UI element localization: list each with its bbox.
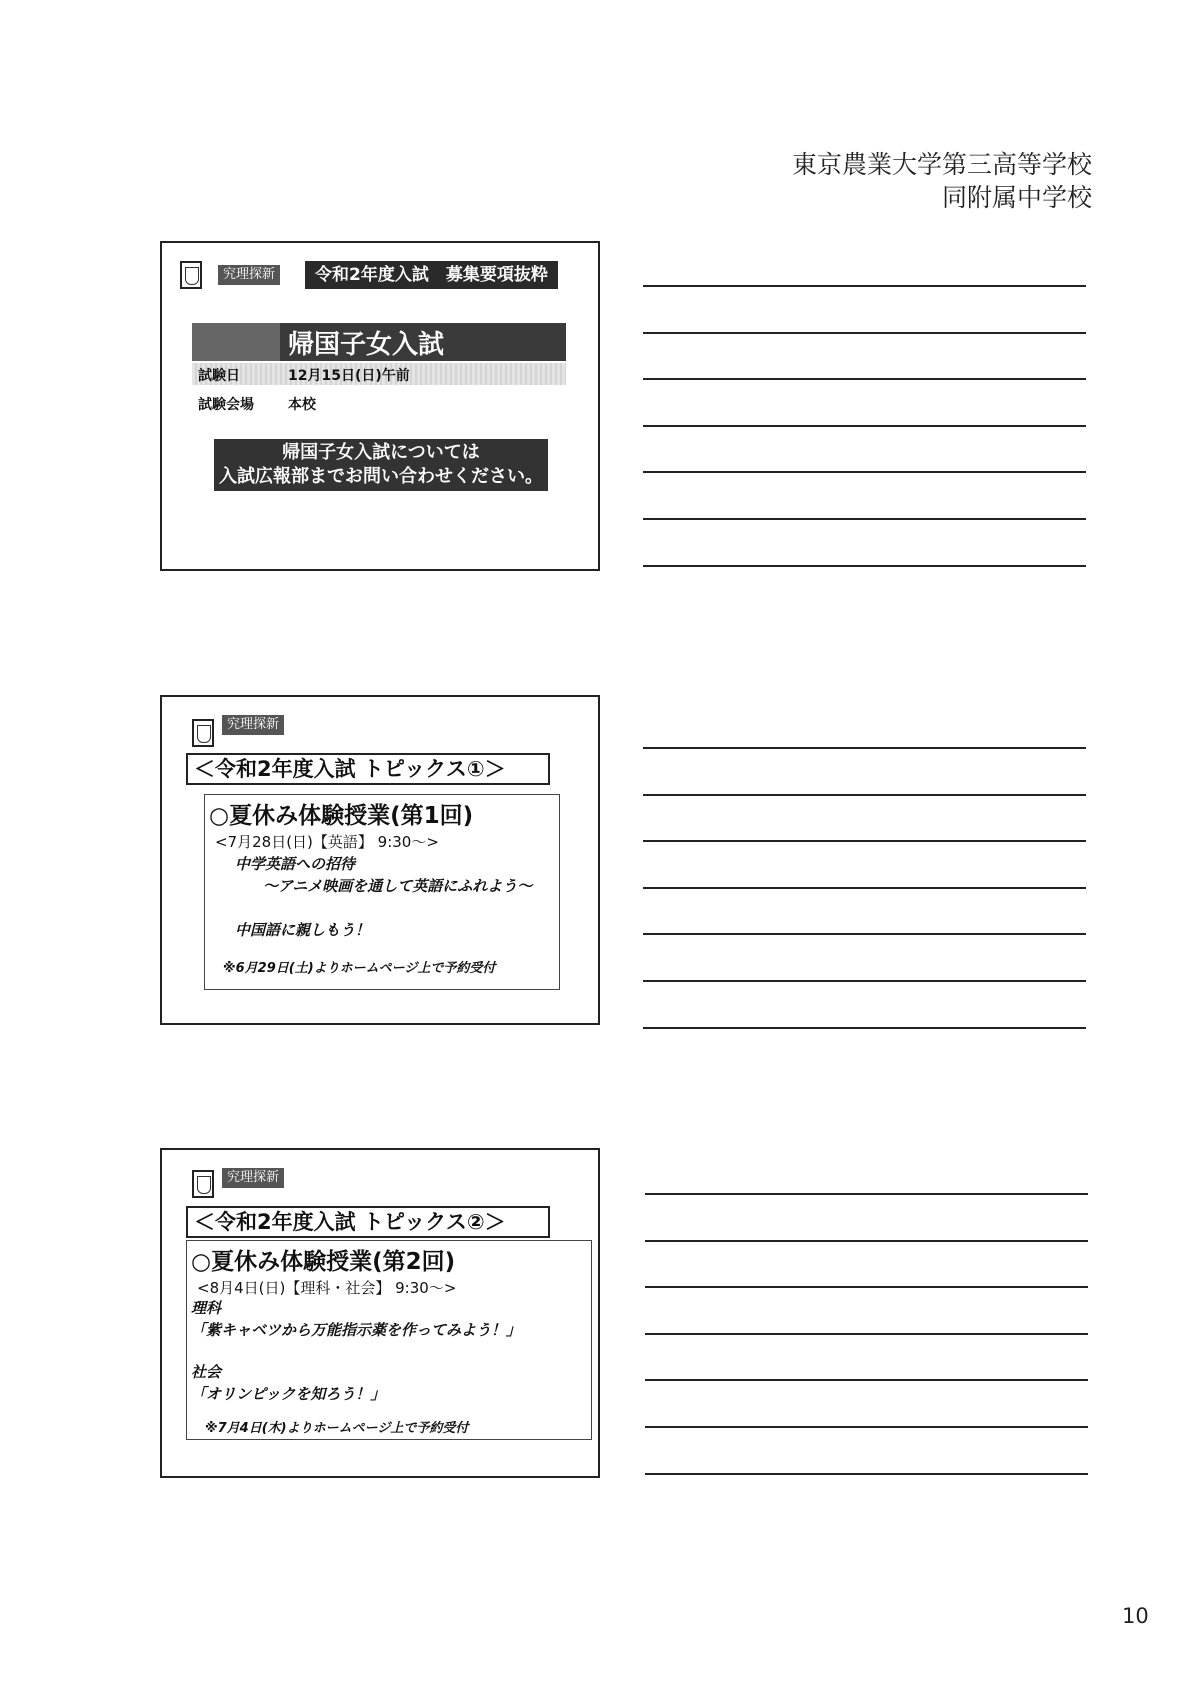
note-line <box>643 747 1086 749</box>
note-line <box>643 285 1086 287</box>
exam-venue-label: 試験会場 <box>198 397 254 413</box>
contact-notice-line2: 入試広報部までお問い合わせください。 <box>219 466 543 487</box>
note-line <box>645 1193 1088 1195</box>
motto-label: 究理探新 <box>222 715 284 735</box>
note-line <box>643 332 1086 334</box>
motto-label: 究理探新 <box>222 1168 284 1188</box>
page-number: 10 <box>1122 1604 1149 1628</box>
sub-school-name: 同附属中学校 <box>941 183 1092 212</box>
slide-1 <box>160 241 600 571</box>
note-line <box>643 980 1086 982</box>
school-crest-icon <box>180 261 202 289</box>
contact-notice <box>214 439 548 491</box>
exam-name-cell <box>192 323 280 361</box>
event-heading: ○夏休み体験授業(第2回) <box>191 1249 456 1275</box>
exam-date-label: 試験日 <box>198 368 240 384</box>
slide-3 <box>160 1148 600 1478</box>
chinese-class-title: 中国語に親しもう！ <box>235 921 371 939</box>
school-crest-icon <box>192 719 214 747</box>
exam-venue-value: 本校 <box>288 397 316 413</box>
science-class-title: 「紫キャベツから万能指示薬を作ってみよう！」 <box>191 1321 522 1339</box>
topic-title: ＜令和2年度入試 トピックス①＞ <box>186 753 550 785</box>
school-crest-icon <box>192 1170 214 1198</box>
exam-date-row <box>198 365 410 385</box>
note-line <box>643 565 1086 567</box>
slide-2 <box>160 695 600 1025</box>
science-label: 理科 <box>191 1299 222 1317</box>
note-line <box>645 1333 1088 1335</box>
school-header <box>792 148 1092 214</box>
social-label: 社会 <box>191 1363 222 1381</box>
event-date: <7月28日(日)【英語】 9:30～> <box>215 833 439 851</box>
note-line <box>643 518 1086 520</box>
event-heading: ○夏休み体験授業(第1回) <box>209 803 474 829</box>
exam-date-value: 12月15日(日)午前 <box>288 368 410 384</box>
motto-label: 究理探新 <box>218 265 280 285</box>
note-line <box>643 794 1086 796</box>
slide-title: 令和2年度入試 募集要項抜粋 <box>305 261 558 289</box>
english-class-subtitle: ～アニメ映画を通して英語にふれよう～ <box>263 877 533 895</box>
note-line <box>643 378 1086 380</box>
english-class-title: 中学英語への招待 <box>235 855 356 873</box>
exam-name-bar <box>192 323 566 361</box>
event-date: <8月4日(日)【理科・社会】 9:30～> <box>197 1279 457 1297</box>
contact-notice-line1: 帰国子女入試については <box>282 442 480 463</box>
topic-body <box>204 794 560 990</box>
note-line <box>645 1473 1088 1475</box>
note-line <box>645 1426 1088 1428</box>
note-line <box>643 840 1086 842</box>
note-line <box>643 933 1086 935</box>
topic-title: ＜令和2年度入試 トピックス②＞ <box>186 1206 550 1238</box>
note-line <box>643 471 1086 473</box>
social-class-title: 「オリンピックを知ろう！」 <box>191 1385 386 1403</box>
note-line <box>643 1027 1086 1029</box>
note-line <box>643 425 1086 427</box>
reservation-note: ※6月29日(土)よりホームページ上で予約受付 <box>223 961 496 976</box>
school-name: 東京農業大学第三高等学校 <box>791 150 1092 179</box>
note-line <box>643 887 1086 889</box>
exam-name: 帰国子女入試 <box>288 330 445 360</box>
reservation-note: ※7月4日(木)よりホームページ上で予約受付 <box>205 1421 469 1436</box>
note-line <box>645 1379 1088 1381</box>
note-line <box>645 1286 1088 1288</box>
exam-venue-row <box>198 394 316 414</box>
note-line <box>645 1240 1088 1242</box>
topic-body <box>186 1240 592 1440</box>
